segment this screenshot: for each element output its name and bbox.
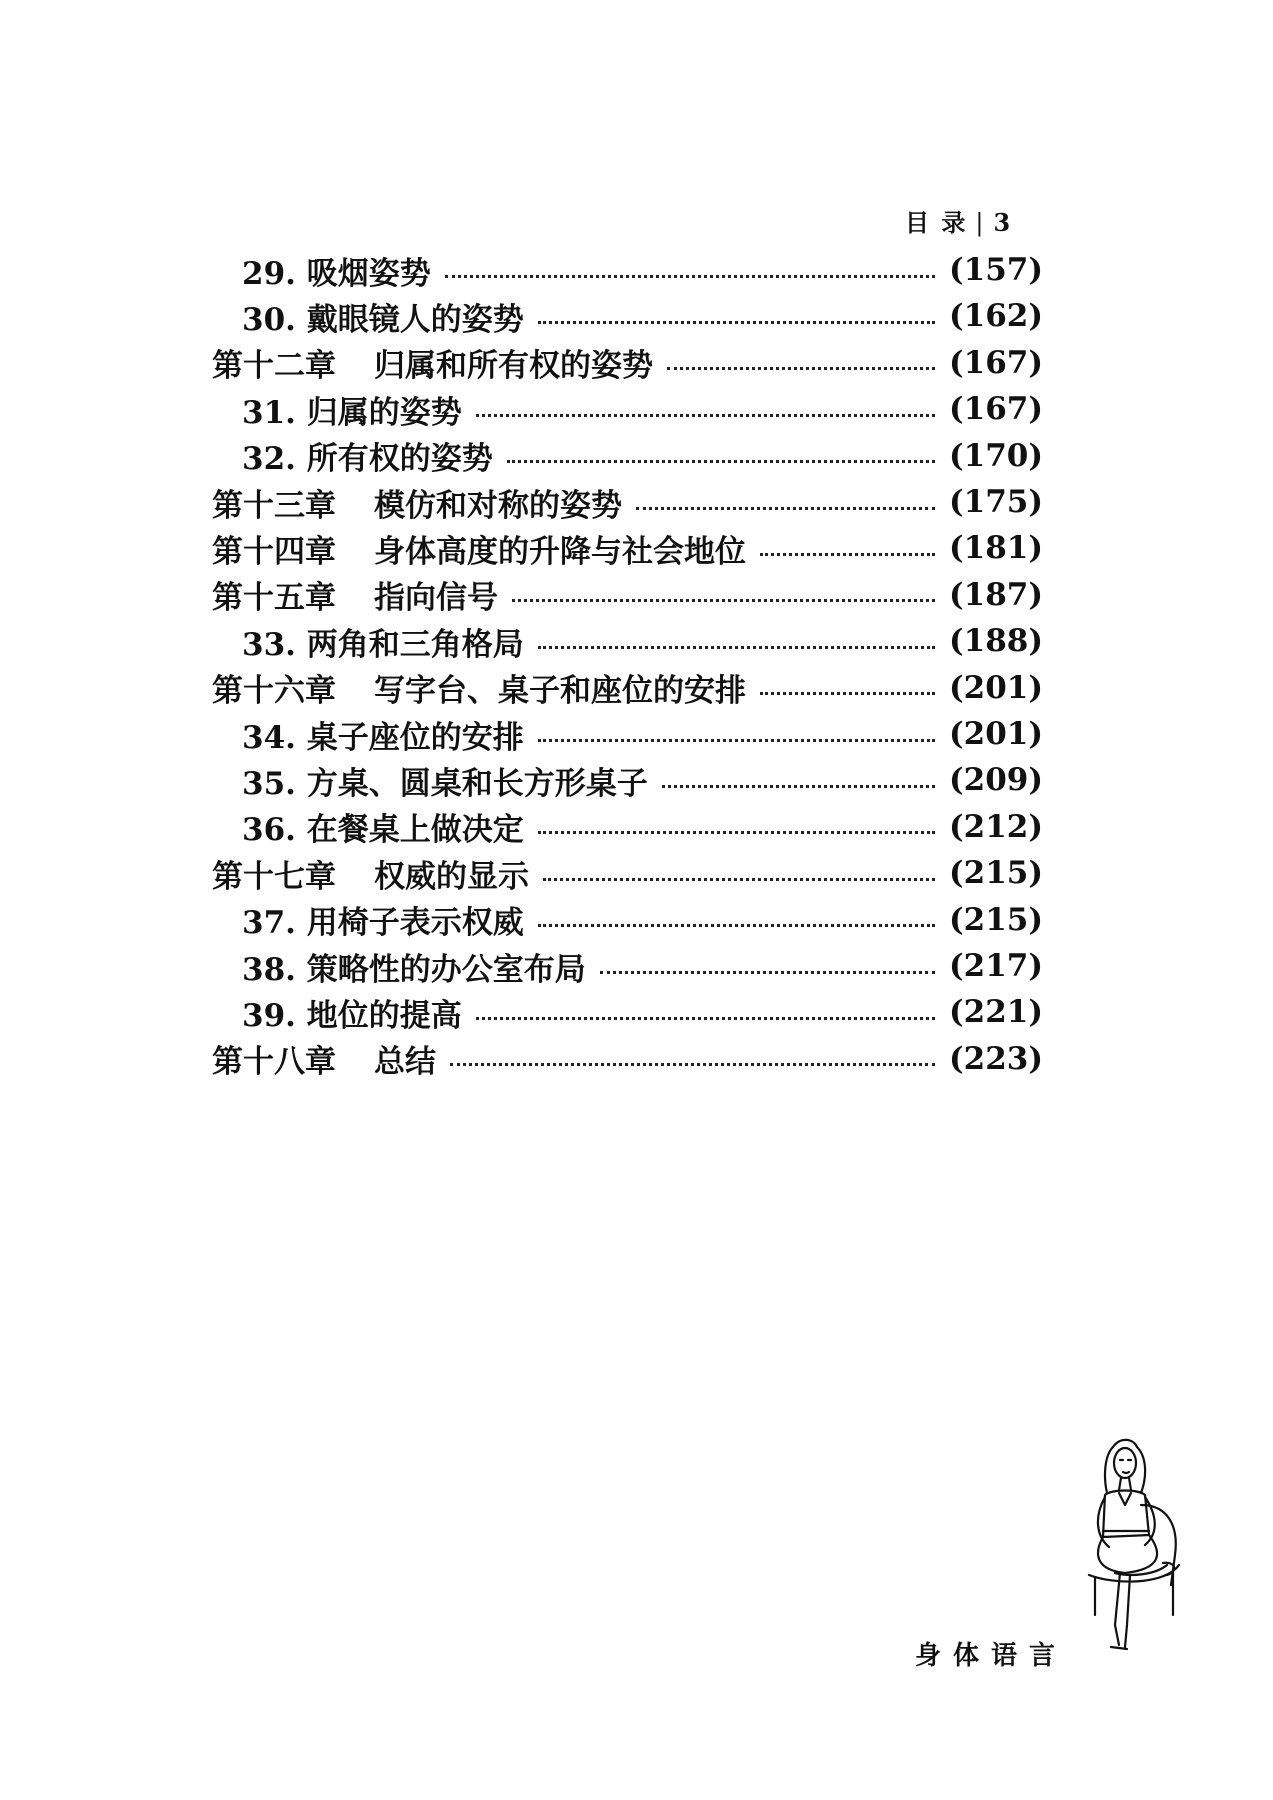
toc-page-number: (217) bbox=[948, 948, 1043, 984]
chapter-title: 权威的显示 bbox=[374, 858, 529, 895]
header-section-label: 目 录 bbox=[905, 208, 968, 237]
toc-entry-title: 31. 归属的姿势 bbox=[242, 394, 462, 431]
header-separator: | bbox=[975, 209, 986, 237]
toc-page-number: (170) bbox=[948, 437, 1043, 474]
dot-leader bbox=[512, 599, 935, 602]
toc-entry-title: 32. 所有权的姿势 bbox=[242, 441, 493, 478]
chapter-title: 身体高度的升降与社会地位 bbox=[374, 533, 746, 570]
toc-page-number: (215) bbox=[948, 855, 1043, 892]
toc-page-number: (212) bbox=[948, 808, 1043, 845]
chapter-title: 指向信号 bbox=[374, 580, 498, 617]
chapter-title: 模仿和对称的姿势 bbox=[374, 487, 622, 524]
toc-chapter-entry bbox=[212, 853, 1043, 893]
toc-section-entry bbox=[242, 760, 1043, 800]
toc-entry-title: 38. 策略性的办公室布局 bbox=[242, 951, 586, 988]
dot-leader bbox=[636, 507, 935, 510]
chapter-title: 总结 bbox=[374, 1044, 436, 1081]
chapter-number: 第十四章 bbox=[212, 533, 336, 570]
toc-section-entry bbox=[242, 389, 1043, 429]
chapter-title: 归属和所有权的姿势 bbox=[374, 348, 653, 385]
dot-leader bbox=[445, 275, 935, 278]
toc-chapter-entry bbox=[212, 668, 1043, 708]
seated-woman-illustration-icon bbox=[1075, 1435, 1185, 1665]
toc-entry-title: 36. 在餐桌上做决定 bbox=[242, 812, 524, 849]
toc-section-entry bbox=[242, 992, 1043, 1032]
dot-leader bbox=[667, 367, 935, 370]
toc-entry-title: 33. 两角和三角格局 bbox=[242, 626, 524, 663]
dot-leader bbox=[538, 321, 935, 324]
toc-entry-title bbox=[212, 340, 653, 385]
toc-page-number: (187) bbox=[948, 576, 1043, 613]
toc-section-entry bbox=[242, 250, 1043, 290]
toc-page-number: (167) bbox=[948, 391, 1043, 428]
dot-leader bbox=[538, 739, 935, 742]
toc-page-number: (215) bbox=[948, 901, 1043, 938]
running-header bbox=[905, 203, 1012, 238]
dot-leader bbox=[476, 1017, 935, 1020]
toc-page-number: (188) bbox=[948, 623, 1043, 660]
dot-leader bbox=[538, 924, 935, 927]
toc-entry-title: 34. 桌子座位的安排 bbox=[242, 719, 524, 756]
toc-section-entry bbox=[242, 436, 1043, 476]
toc-section-entry bbox=[242, 946, 1043, 986]
chapter-number: 第十五章 bbox=[212, 580, 336, 617]
dot-leader bbox=[760, 692, 935, 695]
chapter-number: 第十八章 bbox=[212, 1044, 336, 1081]
toc-section-entry bbox=[242, 296, 1043, 336]
toc-chapter-entry bbox=[212, 575, 1043, 615]
toc-chapter-entry bbox=[212, 343, 1043, 383]
toc-entry-title bbox=[212, 480, 622, 525]
chapter-number: 第十三章 bbox=[212, 487, 336, 524]
toc-chapter-entry bbox=[212, 482, 1043, 522]
toc-section-entry bbox=[242, 714, 1043, 754]
chapter-number: 第十六章 bbox=[212, 673, 336, 710]
toc-page-number: (201) bbox=[948, 716, 1043, 752]
dot-leader bbox=[760, 553, 935, 556]
toc-section-entry bbox=[242, 900, 1043, 940]
toc-page-number: (209) bbox=[948, 762, 1043, 799]
toc-section-entry bbox=[242, 621, 1043, 661]
toc-entry-title bbox=[212, 572, 498, 617]
toc-entry-title: 30. 戴眼镜人的姿势 bbox=[242, 301, 524, 338]
dot-leader bbox=[543, 878, 935, 881]
dot-leader bbox=[538, 831, 935, 834]
toc-entry-title bbox=[212, 665, 746, 710]
toc-section-entry bbox=[242, 807, 1043, 847]
toc-page-number: (167) bbox=[948, 344, 1043, 381]
toc-page-number: (223) bbox=[948, 1040, 1043, 1077]
toc-entry-title: 39. 地位的提高 bbox=[242, 997, 462, 1034]
toc-page-number: (181) bbox=[948, 530, 1043, 567]
toc-entry-title: 37. 用椅子表示权威 bbox=[242, 905, 524, 942]
toc-page-number: (162) bbox=[948, 298, 1043, 335]
dot-leader bbox=[600, 971, 935, 974]
toc-page-number: (201) bbox=[948, 669, 1043, 706]
toc-entry-title: 29. 吸烟姿势 bbox=[242, 255, 431, 292]
dot-leader bbox=[662, 785, 935, 788]
toc-entry-title bbox=[212, 526, 746, 571]
dot-leader bbox=[507, 460, 935, 463]
toc-entry-title bbox=[212, 851, 529, 896]
chapter-number: 第十七章 bbox=[212, 858, 336, 895]
chapter-title: 写字台、桌子和座位的安排 bbox=[374, 673, 746, 710]
dot-leader bbox=[538, 646, 935, 649]
chapter-number: 第十二章 bbox=[212, 348, 336, 385]
dot-leader bbox=[450, 1063, 935, 1066]
toc-entry-title bbox=[212, 1036, 436, 1081]
toc-page-number: (157) bbox=[948, 252, 1043, 288]
toc-chapter-entry bbox=[212, 528, 1043, 568]
toc-page-number: (221) bbox=[948, 994, 1043, 1031]
toc-chapter-entry bbox=[212, 1039, 1043, 1079]
book-title-footer: 身体语言 bbox=[915, 1641, 1068, 1671]
toc-entry-title: 35. 方桌、圆桌和长方形桌子 bbox=[242, 765, 648, 802]
header-page-number: 3 bbox=[993, 208, 1013, 237]
toc-page-number: (175) bbox=[948, 484, 1043, 520]
dot-leader bbox=[476, 414, 935, 417]
